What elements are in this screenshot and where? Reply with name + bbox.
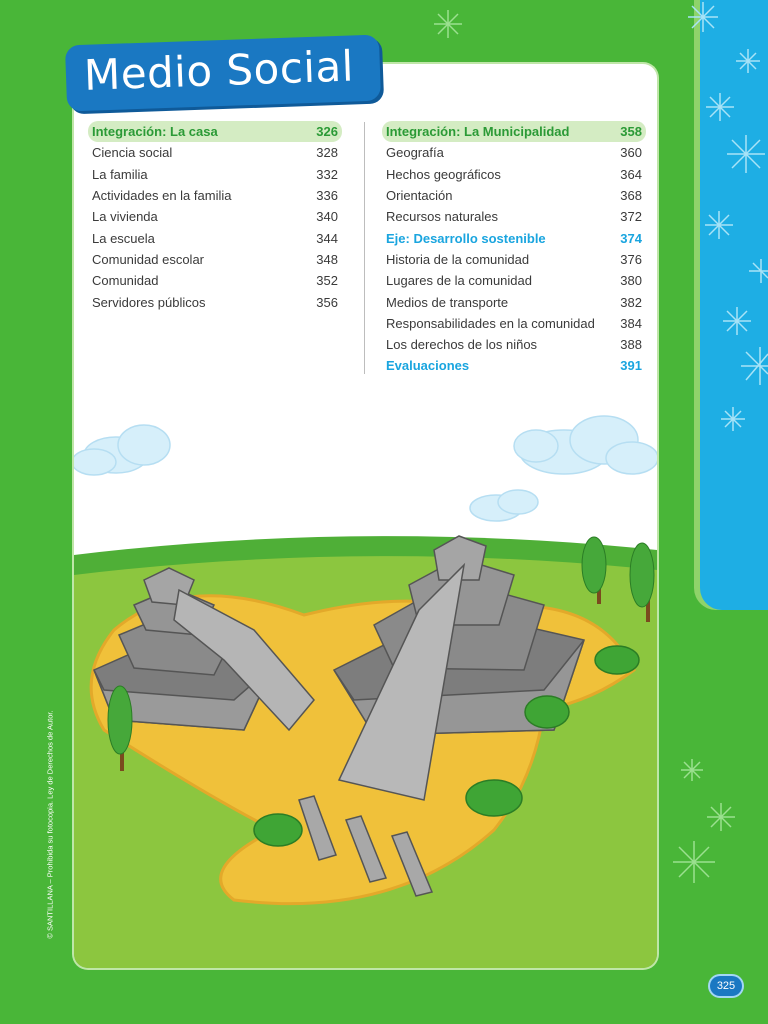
toc-entry-label: Orientación [386, 188, 453, 204]
sparkle-icon [726, 134, 766, 174]
toc-entry-label: La escuela [92, 230, 155, 246]
toc-entry-label: Responsabilidades en la comunidad [386, 315, 595, 331]
toc-entry-label: Integración: La casa [92, 124, 218, 140]
sparkle-icon [686, 0, 720, 34]
toc-entry-label: Recursos naturales [386, 209, 498, 225]
toc-entry [88, 142, 342, 163]
copyright-notice: © SANTILLANA – Prohibida su fotocopia. Ley de Derechos de Autor. [45, 710, 55, 939]
toc-entry-label: La vivienda [92, 209, 158, 225]
toc-entry-page: 384 [620, 315, 642, 331]
toc-entry-page: 374 [620, 230, 642, 246]
toc-entry [382, 291, 646, 312]
toc-entry-page: 340 [316, 209, 338, 225]
toc-entry [88, 206, 342, 227]
toc-entry-page: 344 [316, 230, 338, 246]
toc-entry-page: 328 [316, 145, 338, 161]
toc-entry [382, 121, 646, 142]
toc-entry [382, 270, 646, 291]
toc-entry-label: Comunidad [92, 273, 159, 289]
toc-entry-page: 380 [620, 273, 642, 289]
toc-entry-page: 368 [620, 188, 642, 204]
toc-entry [88, 121, 342, 142]
toc-entry-page: 376 [620, 251, 642, 267]
title-badge [65, 35, 381, 112]
toc-entry-label: Integración: La Municipalidad [386, 124, 570, 140]
toc-entry [382, 249, 646, 270]
sparkle-icon [680, 758, 704, 782]
toc-entry-page: 336 [316, 188, 338, 204]
toc-entry [382, 185, 646, 206]
toc-left-column [88, 121, 342, 313]
sparkle-icon [704, 210, 734, 240]
toc-entry [88, 227, 342, 248]
toc-entry [382, 355, 646, 376]
toc-entry [88, 185, 342, 206]
mayan-pyramids-illustration [74, 400, 657, 968]
toc-entry-page: 332 [316, 166, 338, 182]
sparkle-icon [705, 92, 735, 122]
toc-entry-label: Hechos geográficos [386, 166, 501, 182]
toc-entry-page: 356 [316, 294, 338, 310]
toc-entry-label: La familia [92, 166, 148, 182]
toc-entry [88, 291, 342, 312]
page-number: 325 [710, 976, 742, 996]
toc-entry-label: Geografía [386, 145, 444, 161]
toc-entry-label: Servidores públicos [92, 294, 206, 310]
toc-entry [382, 334, 646, 355]
toc-entry-page: 358 [620, 124, 642, 140]
toc-entry [382, 227, 646, 248]
toc-entry-label: Comunidad escolar [92, 251, 205, 267]
column-divider [364, 122, 365, 374]
toc-entry [88, 270, 342, 291]
toc-entry-page: 388 [620, 337, 642, 353]
sparkle-icon [720, 406, 746, 432]
toc-right-column [382, 121, 646, 377]
sparkle-icon [722, 306, 752, 336]
toc-entry-page: 364 [620, 166, 642, 182]
toc-entry-page: 326 [316, 124, 338, 140]
sparkle-icon [706, 802, 736, 832]
sparkle-icon [740, 346, 768, 386]
toc-entry-label: Evaluaciones [386, 358, 470, 374]
toc-entry-page: 348 [316, 251, 338, 267]
toc-entry-page: 382 [620, 294, 642, 310]
sparkle-icon [432, 8, 464, 40]
toc-entry [382, 164, 646, 185]
toc-entry-label: Historia de la comunidad [386, 251, 530, 267]
toc-entry-label: Medios de transporte [386, 294, 509, 310]
page-title: Medio Social [83, 41, 355, 100]
toc-entry [382, 142, 646, 163]
toc-entry-page: 372 [620, 209, 642, 225]
toc-entry [382, 313, 646, 334]
toc-entry [382, 206, 646, 227]
sparkle-icon [748, 258, 768, 284]
sparkle-icon [672, 840, 716, 884]
toc-entry-label: Los derechos de los niños [386, 337, 538, 353]
sparkle-icon [735, 48, 761, 74]
toc-entry-page: 391 [620, 358, 642, 374]
toc-entry [88, 164, 342, 185]
toc-entry-label: Actividades en la familia [92, 188, 232, 204]
toc-entry-label: Lugares de la comunidad [386, 273, 532, 289]
toc-entry-label: Eje: Desarrollo sostenible [386, 230, 546, 246]
toc-entry [88, 249, 342, 270]
toc-entry-label: Ciencia social [92, 145, 173, 161]
toc-entry-page: 352 [316, 273, 338, 289]
toc-entry-page: 360 [620, 145, 642, 161]
